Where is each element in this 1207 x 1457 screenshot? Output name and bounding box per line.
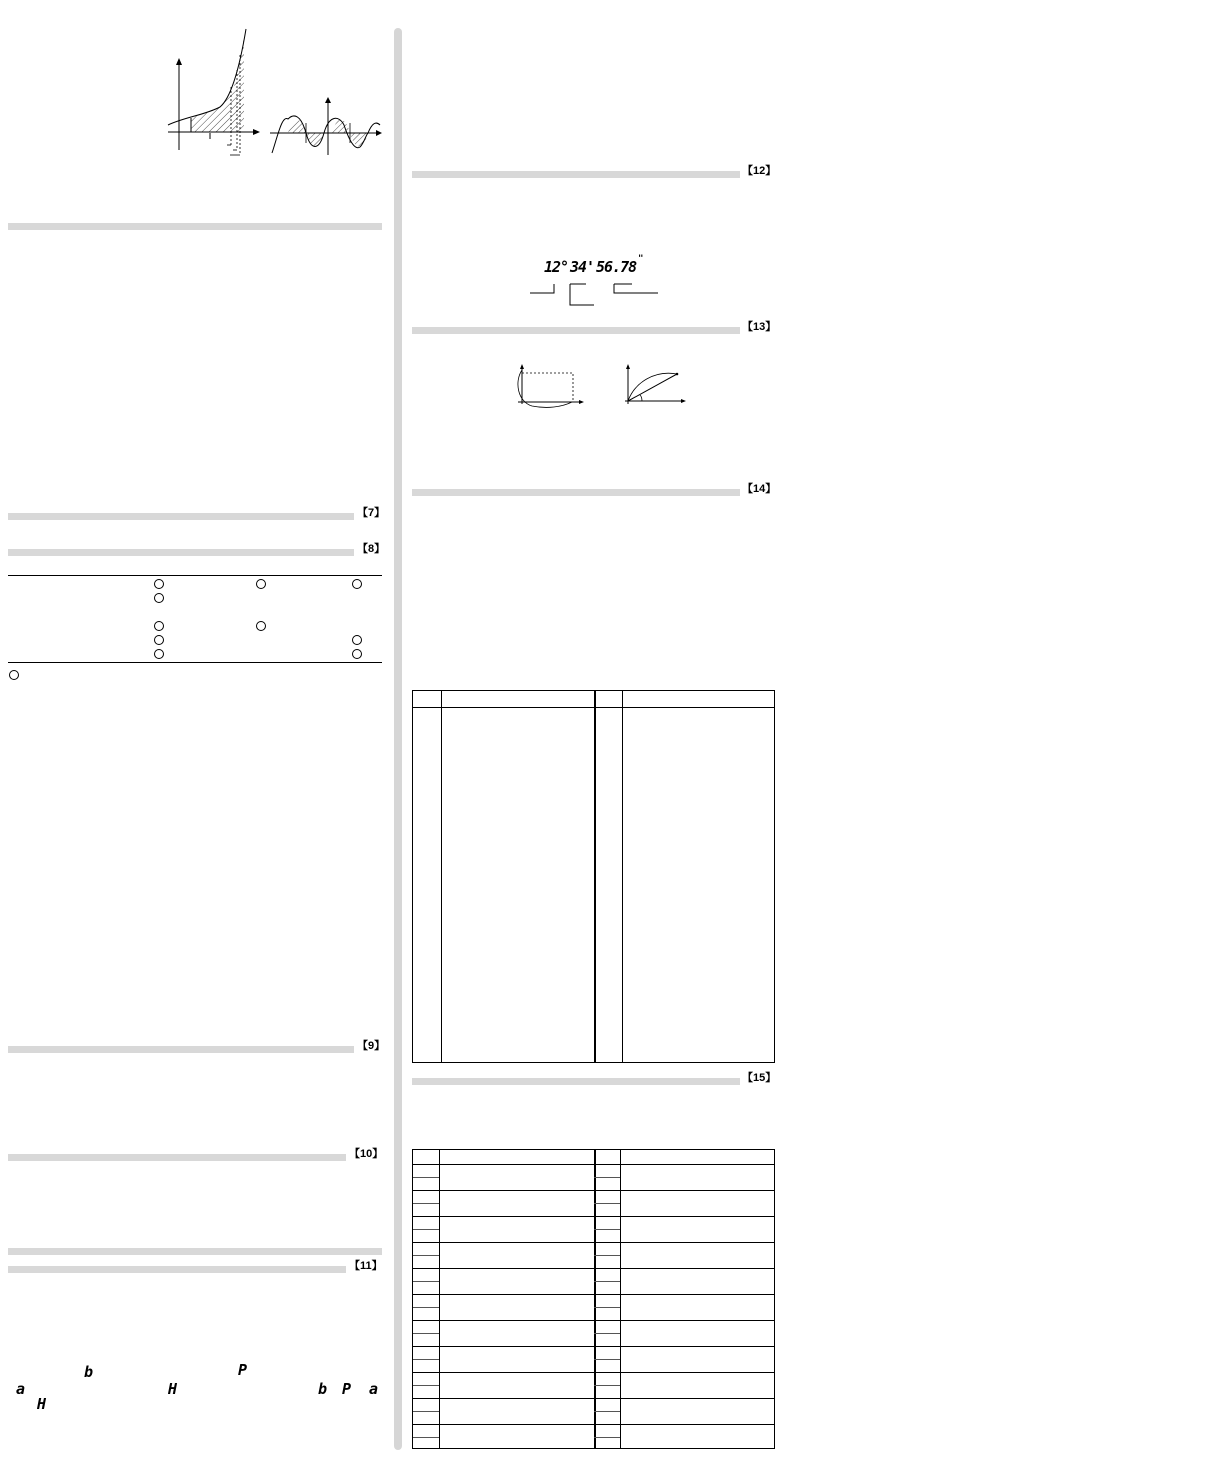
table-subrow-rule [594,1255,620,1256]
section-label-13: 【13】 [742,321,777,333]
section-bar-9 [8,1046,354,1053]
availability-mark [154,593,164,603]
section-bar-13 [412,327,740,334]
table-row-rule [413,1424,774,1425]
table-subrow-rule [594,1411,620,1412]
sine-wave-graph [268,95,383,160]
table-subrow-rule [594,1177,620,1178]
table-subrow-rule [594,1437,620,1438]
table-subrow-rule [413,1229,439,1230]
dms-seconds-mark: " [638,254,643,264]
table-subrow-rule [413,1359,439,1360]
table-mid-divider [594,1150,596,1448]
lcd-letter-a: a [16,1380,25,1398]
section-label-12: 【12】 [742,165,777,177]
table-subrow-rule [413,1437,439,1438]
table-row-rule [413,1242,774,1243]
table-col-divider [441,691,442,1062]
table-subrow-rule [413,1411,439,1412]
dms-degrees: 12° [544,258,569,276]
section-bar-10 [8,1154,346,1161]
dms-callout-lines [528,280,663,310]
lcd-letter-h: H [37,1395,46,1413]
availability-mark [154,621,164,631]
availability-mark [256,621,266,631]
table-row-rule [413,1372,774,1373]
table-subrow-rule [594,1281,620,1282]
rectangular-coordinates-graph [512,362,587,410]
polar-coordinates-graph [620,362,690,410]
section-bar-11 [8,1266,346,1273]
section-bar-10b [8,1248,382,1255]
table-subrow-rule [413,1255,439,1256]
table-subrow-rule [594,1359,620,1360]
table-col-divider [622,691,623,1062]
section-label-9: 【9】 [357,1040,386,1052]
section-label-10: 【10】 [349,1148,384,1160]
table-subrow-rule [594,1333,620,1334]
section-label-7: 【7】 [357,507,386,519]
section-label-11: 【11】 [349,1260,383,1272]
availability-mark [352,579,362,589]
code-table-1 [412,690,775,1063]
table-row-rule [413,1346,774,1347]
table-subrow-rule [413,1307,439,1308]
availability-mark [352,635,362,645]
table-subrow-rule [413,1333,439,1334]
table-col-divider [620,1150,621,1448]
lcd-letter-p: P [342,1380,351,1398]
availability-mark [154,649,164,659]
availability-mark [154,635,164,645]
integration-area-graph [160,25,265,165]
section-bar-7 [8,513,354,520]
dms-display [544,254,654,282]
availability-mark [256,579,266,589]
table-top-rule [8,575,382,576]
table-header-rule [413,1164,774,1165]
table-subrow-rule [413,1281,439,1282]
section-label-15: 【15】 [742,1072,777,1084]
table-subrow-rule [413,1203,439,1204]
availability-legend-mark [9,670,19,680]
section-bar-14 [412,489,740,496]
dms-minutes: 34' [570,258,595,276]
section-bar-8 [8,549,354,556]
table-row-rule [413,1294,774,1295]
section-label-14: 【14】 [742,483,777,495]
section-bar-15 [412,1078,740,1085]
section-bar-6 [8,223,382,230]
availability-mark [154,579,164,589]
table-subrow-rule [594,1307,620,1308]
table-subrow-rule [594,1203,620,1204]
table-row-rule [413,1320,774,1321]
table-bottom-rule [8,662,382,663]
table-mid-divider [594,691,596,1062]
code-table-2 [412,1149,775,1449]
table-subrow-rule [594,1229,620,1230]
table-row-rule [413,1190,774,1191]
table-subrow-rule [413,1385,439,1386]
table-subrow-rule [594,1385,620,1386]
section-label-8: 【8】 [357,543,386,555]
lcd-letter-h: H [168,1380,177,1398]
table-row-rule [413,1216,774,1217]
table-subrow-rule [413,1177,439,1178]
dms-seconds: 56.78 [596,258,637,276]
lcd-letter-b: b [318,1380,327,1398]
section-bar-12 [412,171,740,178]
table-row-rule [413,1398,774,1399]
lcd-letter-a: a [369,1380,378,1398]
table-row-rule [413,1268,774,1269]
column-divider [394,28,402,1450]
lcd-letter-b: b [84,1363,93,1381]
table-col-divider [439,1150,440,1448]
lcd-letter-p: P [238,1361,247,1379]
availability-mark [352,649,362,659]
